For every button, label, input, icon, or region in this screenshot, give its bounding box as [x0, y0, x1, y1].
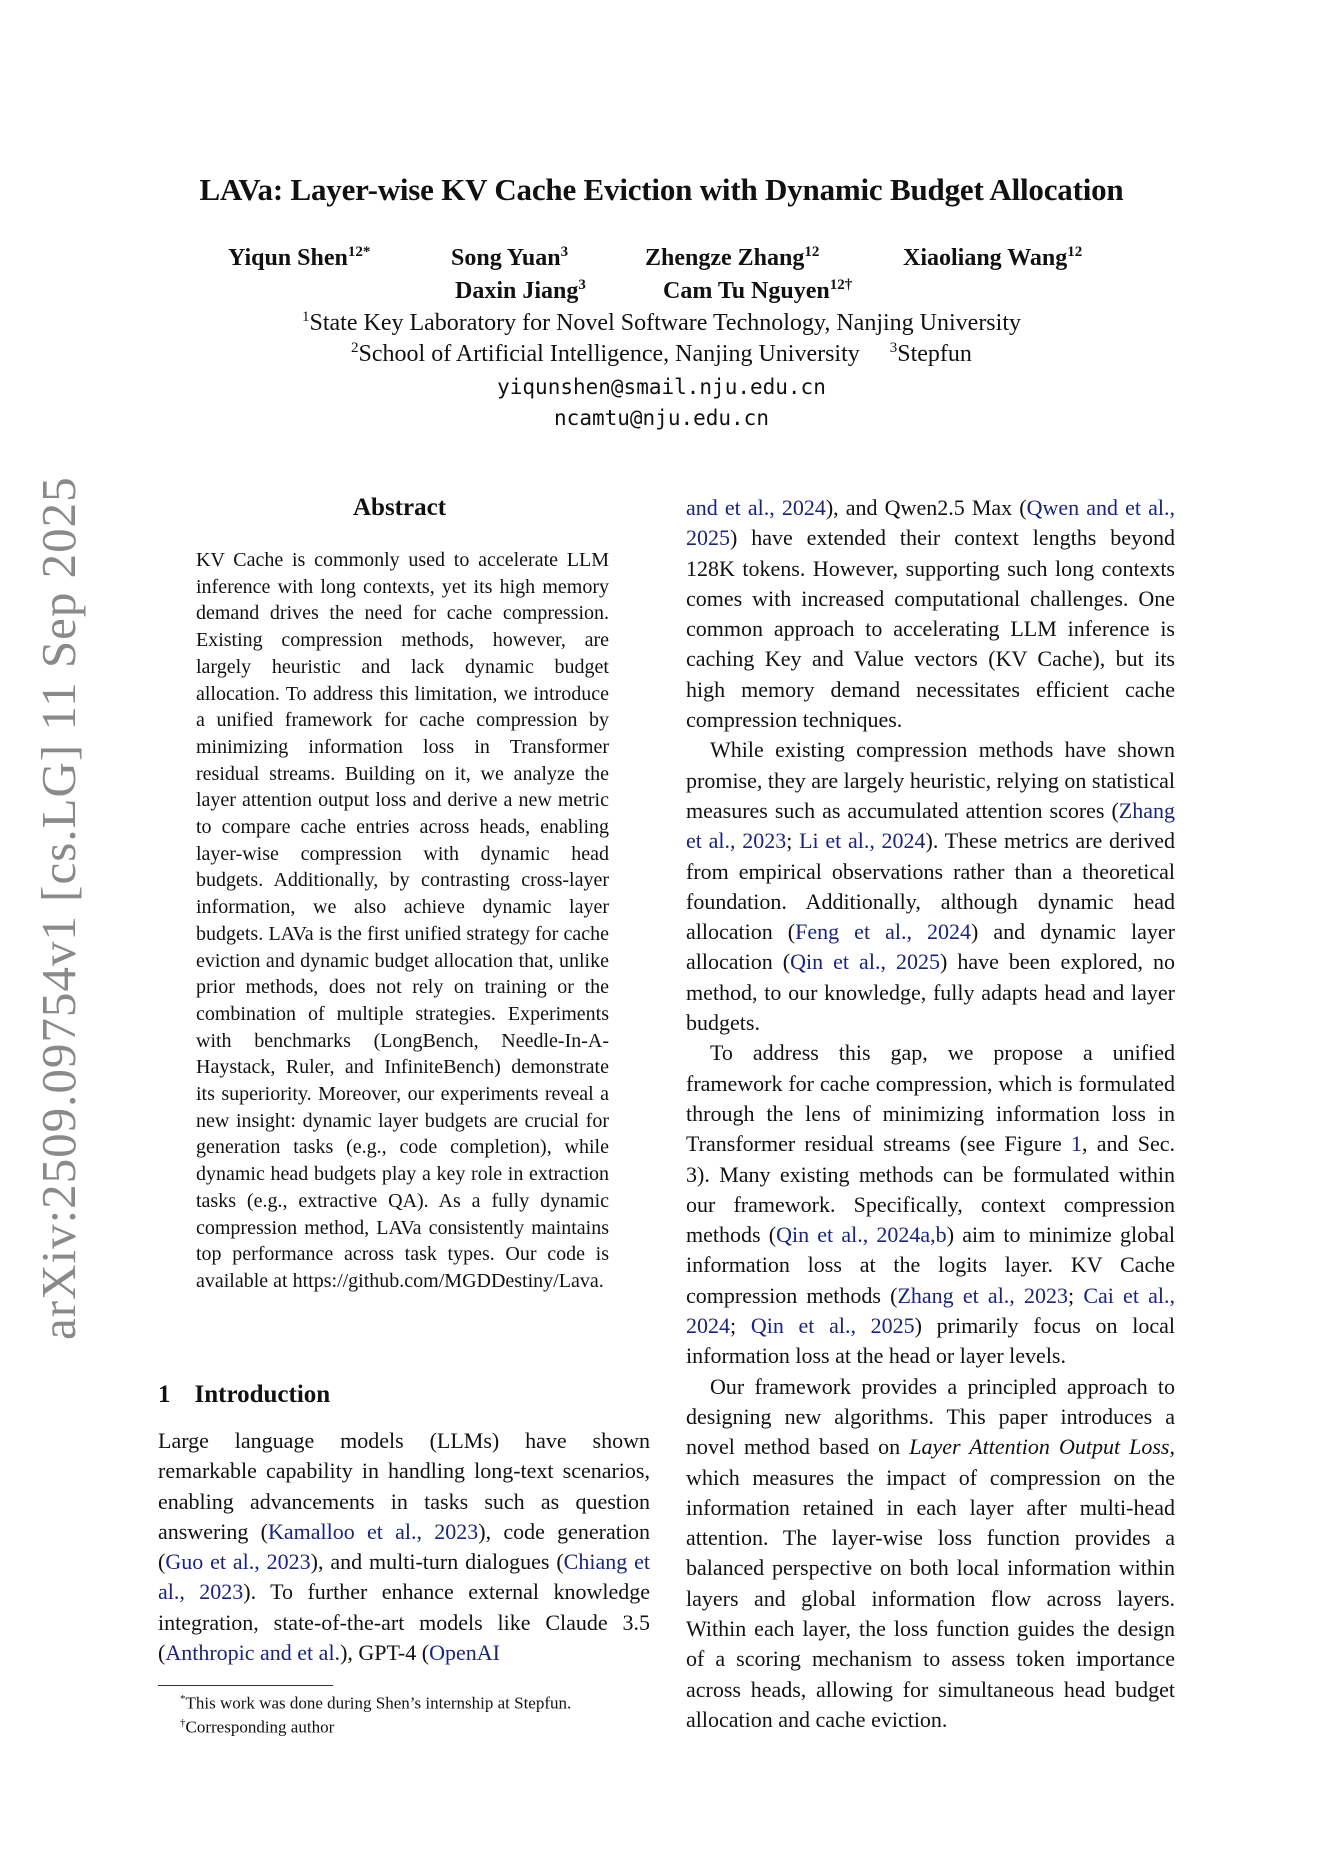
- affiliation-2-3: $^2$School of Artificial Intelligence, Nanjing University $^3$Stepfun: [351, 340, 972, 367]
- body-text: ;: [1068, 1282, 1084, 1308]
- email-2[interactable]: ncamtu@nju.edu.cn: [554, 406, 769, 430]
- footnote-1: *This work was done during Shen’s internship at Stepfun.: [180, 1693, 572, 1713]
- body-text: ). To further enhance external knowledge integration, state-of-the-art models like Claude 3.5 (: [158, 1579, 650, 1666]
- section-heading-introduction: 1 Introduction: [158, 1381, 331, 1408]
- body-text: To address this gap, we propose a unified framework for cache compression, which is formulated through the lens of minimizing information loss in Transformer residual streams (see Figure: [686, 1040, 1175, 1157]
- citation-link[interactable]: Chiang et al., 2023: [158, 1549, 650, 1605]
- paragraph: [158, 1426, 650, 1668]
- body-text: ), and multi-turn dialogues (: [310, 1549, 564, 1575]
- arxiv-identifier: arXiv:2509.09754v1 [cs.LG] 11 Sep 2025: [31, 476, 86, 1340]
- citation-link[interactable]: Qin et al., 2024a,b: [776, 1222, 947, 1248]
- body-text: ) and dynamic layer allocation (: [686, 919, 1175, 975]
- citation-link[interactable]: Qin et al., 2025: [750, 1313, 915, 1339]
- paragraph: [686, 1372, 1175, 1736]
- citation-link[interactable]: Qin et al., 2025: [790, 949, 940, 975]
- affiliation-1: $^1$State Key Laboratory for Novel Software Technology, Nanjing University: [302, 309, 1021, 336]
- paragraph: [686, 1038, 1175, 1371]
- footnote-2: †Corresponding author: [180, 1717, 335, 1737]
- body-text: ;: [730, 1313, 751, 1339]
- body-text: ) have extended their context lengths beyond 128K tokens. However, supporting such long contexts comes with increased computational challenges. One common approach to accelerating LLM inference is caching Key and Value vectors (KV Cache), but its high memory demand necessitates efficient cache compression techniques.: [686, 525, 1175, 733]
- introduction-right-column: [686, 493, 1175, 1735]
- citation-link[interactable]: Li et al., 2024: [799, 828, 926, 854]
- author-5: Daxin Jiang$^3$: [455, 277, 586, 304]
- email-1[interactable]: yiqunshen@smail.nju.edu.cn: [497, 375, 826, 399]
- citation-link[interactable]: Zhang et al., 2023: [897, 1282, 1068, 1308]
- body-text: ) have been explored, no method, to our knowledge, fully adapts head and layer budgets.: [686, 949, 1175, 1036]
- paragraph: [686, 735, 1175, 1038]
- citation-link[interactable]: Anthropic and et al.: [165, 1640, 341, 1666]
- body-text: ), and Qwen2.5 Max (: [825, 495, 1027, 520]
- abstract-body: KV Cache is commonly used to accelerate LLM inference with long contexts, yet its high memory demand drives the need for cache compression. Existing compression methods, however, are largely heuristic and lack dynamic budget allocation. To address this limitation, we introduce a unified framework for cache compression by minimizing information loss in Transformer residual streams. Building on it, we analyze the layer attention output loss and derive a new metric to compare cache entries across heads, enabling layer-wise compression with dynamic head budgets. Additionally, by contrasting cross-layer information, we also achieve dynamic layer budgets. LAVa is the first unified strategy for cache eviction and dynamic budget allocation that, unlike prior methods, does not rely on training or the combination of multiple strategies. Experiments with benchmarks (LongBench, Needle-In-A-Haystack, Ruler, and InfiniteBench) demonstrate its superiority. Moreover, our experiments reveal a new insight: dynamic layer budgets are crucial for generation tasks (e.g., code completion), while dynamic head budgets play a key role in extraction tasks (e.g., extractive QA). As a fully dynamic compression method, LAVa consistently maintains top performance across task types. Our code is available at https://github.com/MGDDestiny/Lava.: [196, 549, 609, 1292]
- body-text: ). These metrics are derived from empirical observations rather than a theoretical foundation. Additionally, although dynamic head allocation (: [686, 828, 1175, 945]
- citation-link[interactable]: Cai et al., 2024: [686, 1282, 1175, 1339]
- body-text: , and Sec. 3). Many existing methods can be formulated within our framework. Specifically, context compression methods (: [686, 1131, 1176, 1248]
- body-text: Large language models (LLMs) have shown remarkable capability in handling long-text scenarios, enabling advancements in tasks such as question answering (: [158, 1428, 650, 1544]
- abstract-heading: Abstract: [353, 494, 447, 521]
- body-text: , which measures the impact of compression on the information retained in each layer after multi-head attention. The layer-wise loss function provides a balanced perspective on both local information within layers and global information flow across layers. Within each layer, the loss function guides the design of a scoring mechanism to assess token importance across heads, allowing for simultaneous head budget allocation and cache eviction.: [686, 1434, 1175, 1732]
- author-1: Yiqun Shen$^{12*}$: [228, 244, 371, 271]
- body-text: ) aim to minimize global information loss at the logits layer. KV Cache compression methods (: [686, 1222, 1175, 1308]
- body-text: While existing compression methods have shown promise, they are largely heuristic, relying on statistical measures such as accumulated attention scores (: [686, 737, 1175, 823]
- citation-link[interactable]: Kamalloo et al., 2023: [268, 1518, 479, 1544]
- author-4: Xiaoliang Wang$^{12}$: [903, 244, 1083, 271]
- body-text: ), code generation (: [158, 1518, 650, 1575]
- emphasized-text: Layer Attention Output Loss: [909, 1434, 1170, 1460]
- body-text: ) primarily focus on local information loss at the head or layer levels.: [686, 1313, 1175, 1369]
- citation-link[interactable]: 1: [1071, 1131, 1083, 1157]
- footnote-divider: [158, 1685, 333, 1686]
- body-text: Our framework provides a principled approach to designing new algorithms. This paper introduces a novel method based on: [686, 1373, 1175, 1460]
- citation-link[interactable]: Qwen and et al., 2025: [686, 495, 1175, 551]
- citation-link[interactable]: Feng et al., 2024: [795, 919, 972, 945]
- introduction-left-column: [158, 1426, 650, 1668]
- author-2: Song Yuan$^3$: [451, 244, 569, 271]
- paper-title: LAVa: Layer-wise KV Cache Eviction with Dynamic Budget Allocation: [199, 172, 1124, 207]
- author-6: Cam Tu Nguyen$^{12\dagger}$: [663, 277, 853, 304]
- body-text: ), GPT-4 (: [340, 1640, 430, 1666]
- body-text: ;: [786, 828, 800, 854]
- paragraph: [686, 493, 1175, 735]
- citation-link[interactable]: Zhang et al., 2023: [686, 797, 1175, 854]
- citation-link[interactable]: OpenAI: [429, 1640, 500, 1666]
- citation-link[interactable]: Guo et al., 2023: [165, 1549, 311, 1575]
- citation-link[interactable]: and et al., 2024: [686, 495, 826, 520]
- author-3: Zhengze Zhang$^{12}$: [645, 244, 820, 271]
